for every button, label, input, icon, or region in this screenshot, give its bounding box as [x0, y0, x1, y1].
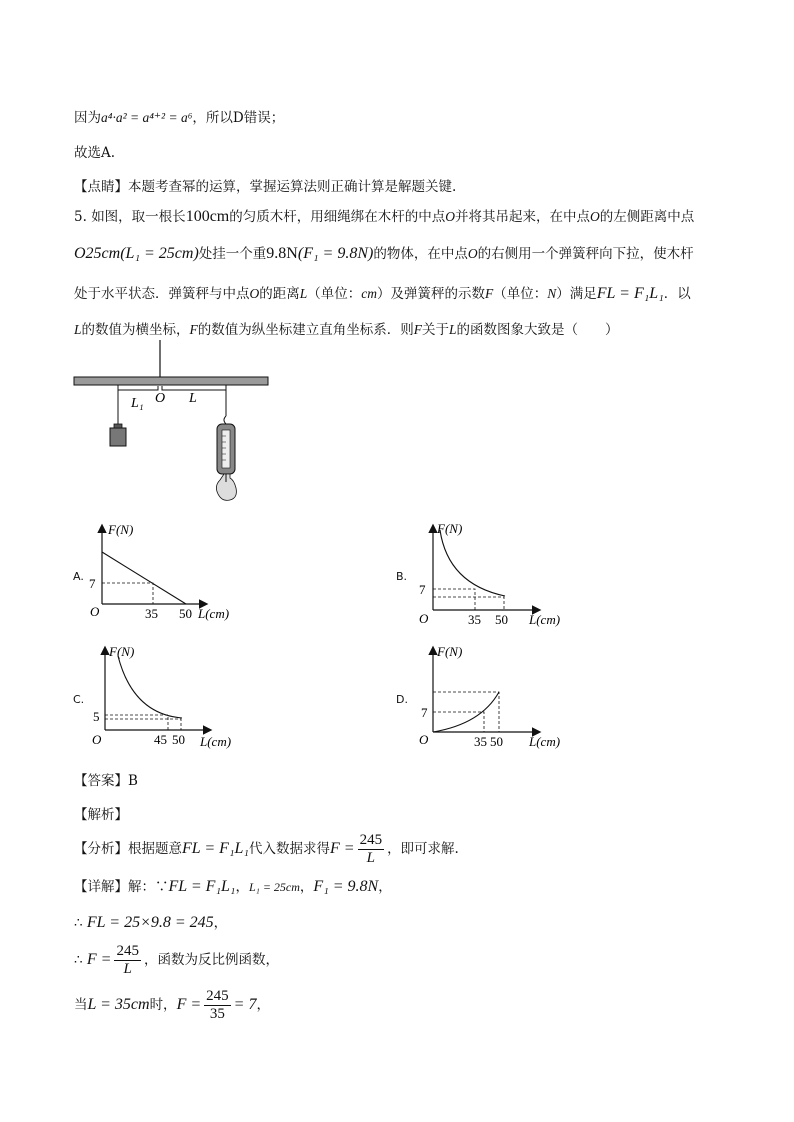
x-tick-1: 35	[145, 606, 158, 621]
y-axis-label: F(N)	[108, 522, 134, 537]
option-label-C[interactable]: C.	[73, 693, 85, 706]
answer-tag: 【答案】	[74, 773, 128, 789]
x-tick-2: 50	[172, 732, 185, 747]
y-tick: 7	[89, 576, 96, 591]
option-label-A[interactable]: A.	[73, 570, 84, 583]
x-tick-2: 50	[179, 606, 192, 621]
lever-figure	[70, 340, 280, 510]
x-axis-label: L(cm)	[200, 734, 232, 749]
graph-option-C[interactable]	[88, 642, 248, 752]
analysis-tag: 【解析】	[74, 807, 128, 823]
origin-label: O	[419, 611, 429, 626]
comment-tag: 【点睛】	[74, 179, 128, 195]
brace-L1	[118, 386, 158, 390]
y-tick: 7	[419, 582, 426, 597]
analysis-line: 【分析】根据题意FL = F₁L₁代入数据求得F = $\frac{245}{L}$ ，即可求解.	[74, 832, 459, 866]
answer-line	[74, 771, 138, 791]
dashed-guide	[102, 583, 153, 604]
x-axis-label: L(cm)	[198, 606, 230, 621]
y-tick: 7	[421, 705, 428, 720]
y-axis-label: F(N)	[437, 521, 463, 536]
answer-value: B	[128, 773, 138, 789]
x-tick-1: 35	[474, 734, 487, 749]
y-axis-label: F(N)	[109, 644, 135, 659]
x-tick-1: 45	[154, 732, 167, 747]
q5-line-1: 5. 如图，取一根长100cm的匀质木杆，用细绳绑在木杆的中点O并将其吊起来，在中点O的左侧距离中点	[74, 208, 695, 225]
step-1: ∴ FL = 25×9.8 = 245，	[74, 914, 228, 931]
graph-option-D[interactable]	[411, 642, 571, 752]
text-line-1: 因为a⁴·a² = a⁴⁺² = a⁶，所以D错误；	[74, 110, 285, 126]
graph-option-A[interactable]	[88, 520, 248, 630]
origin-label: O	[92, 732, 102, 747]
origin-label: O	[419, 732, 429, 747]
curve	[102, 552, 186, 604]
option-label-B[interactable]: B.	[396, 570, 408, 583]
brace-L	[162, 386, 226, 390]
fraction: $\frac{245}{35}$	[206, 988, 229, 1022]
curve	[440, 530, 505, 596]
curve	[118, 656, 182, 718]
x-axis-label: L(cm)	[529, 612, 561, 627]
dashed-guide	[105, 715, 168, 730]
dashed-guide	[433, 589, 475, 610]
wooden-rod	[74, 377, 268, 385]
hanging-weight	[110, 428, 126, 446]
step-3: 当L = 35cm时，F = $\frac{245}{35}$ = 7，	[74, 988, 270, 1022]
fraction: $\frac{245}{L}$	[359, 832, 383, 866]
y-tick: 5	[93, 709, 100, 724]
origin-label: O	[90, 604, 100, 619]
q5-line-2: O25cm(L₁ = 25cm)处挂一个重9.8N(F₁ = 9.8N)的物体，在中点O的右侧用一个弹簧秤向下拉，使木杆	[74, 245, 694, 262]
x-tick-2: 50	[490, 734, 503, 749]
question-number: 5.	[74, 209, 87, 225]
fraction: $\frac{245}{L}$	[116, 943, 139, 977]
comment-line: 【点睛】本题考查幂的运算，掌握运算法则正确计算是解题关键.	[74, 179, 457, 195]
label-L: L	[189, 391, 197, 406]
q5-line-4: L的数值为横坐标，F的数值为纵坐标建立直角坐标系．则F关于L的函数图象大致是（ ）	[74, 322, 619, 338]
step-2: ∴ F = $\frac{245}{L}$ ，函数为反比例函数，	[74, 943, 279, 977]
text-line-2: 故选A.	[74, 145, 116, 161]
math-exponent-expression: a⁴·a² = a⁴⁺² = a⁶	[101, 110, 193, 125]
label-L1: L₁	[131, 396, 144, 411]
q5-line-3: 处于水平状态．弹簧秤与中点O的距离L（单位：cm）及弹簧秤的示数F（单位：N）满足FL = F₁L₁．以	[74, 285, 691, 302]
x-tick-2: 50	[495, 612, 508, 627]
detail-line: 【详解】解：∵FL = F₁L₁，L₁ = 25cm，F₁ = 9.8N，	[74, 878, 392, 895]
graph-option-B[interactable]	[411, 520, 571, 630]
option-label-D[interactable]: D.	[396, 693, 408, 706]
x-axis-label: L(cm)	[529, 734, 561, 749]
y-axis-label: F(N)	[437, 644, 463, 659]
label-O: O	[155, 391, 166, 406]
x-tick-1: 35	[468, 612, 481, 627]
